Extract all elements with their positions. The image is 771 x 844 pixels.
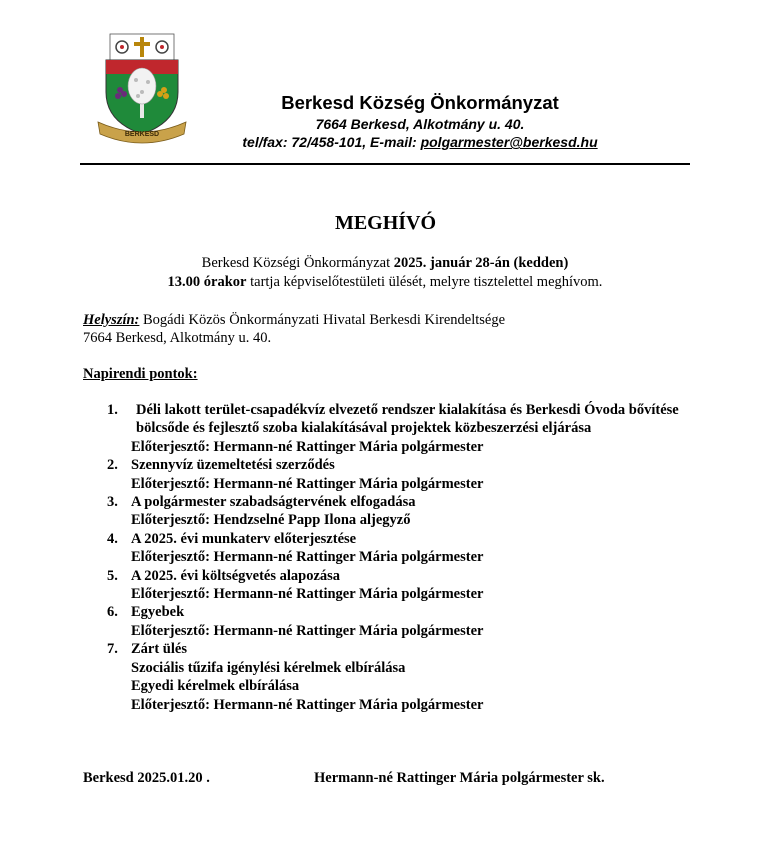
agenda-item-title: Szennyvíz üzemeltetési szerződés: [131, 457, 335, 474]
organization-contact: [195, 134, 645, 150]
meeting-date: 2025. január 28-án (kedden): [393, 255, 569, 271]
agenda-item-title: A 2025. évi költségvetés alapozása: [131, 567, 341, 584]
meeting-time: 13.00 órakor: [167, 274, 247, 290]
intro-line-2: 13.00 órakor tartja képviselőtestületi ülését, melyre tisztelettel meghívom.: [167, 274, 603, 290]
berkesd-coat-of-arms-logo: [96, 30, 188, 146]
footer-date: Berkesd 2025.01.20 .: [83, 770, 210, 786]
agenda-item-subpoint: Egyedi kérelmek elbírálása: [131, 678, 300, 695]
agenda-item-presenter: Előterjesztő: Hermann-né Rattinger Mária polgármester: [131, 622, 484, 639]
agenda-item-number: 2.: [107, 457, 118, 474]
document-title: MEGHÍVÓ: [334, 212, 437, 234]
footer-signature: Hermann-né Rattinger Mária polgármester sk.: [314, 770, 605, 786]
agenda-heading: Napirendi pontok:: [83, 366, 198, 382]
organization-name: Berkesd Község Önkormányzat: [281, 92, 559, 113]
email-link[interactable]: polgarmester@berkesd.hu: [420, 134, 598, 150]
agenda-item: [0, 567, 771, 604]
contact-phone: tel/fax: 72/458-101, E-mail:: [242, 134, 421, 150]
agenda-item: [0, 493, 771, 530]
agenda-item-presenter: Előterjesztő: Hermann-né Rattinger Mária polgármester: [131, 475, 484, 492]
tree-icon: [128, 68, 156, 104]
agenda-item-presenter: Előterjesztő: Hermann-né Rattinger Mária polgármester: [131, 549, 484, 566]
agenda-item-title: Déli lakott terület-csapadékvíz elvezető rendszer kialakítása és Berkesdi Óvoda bővítése bölcsőde és fejlesztő szoba kialakításával projektek közbeszerzési eljárása: [136, 402, 679, 437]
agenda-item-presenter: Előterjesztő: Hermann-né Rattinger Mária polgármester: [131, 696, 484, 713]
agenda-item-number: 7.: [107, 641, 118, 658]
agenda-item: [0, 603, 771, 640]
agenda-item: [0, 456, 771, 493]
agenda-item-title: Zárt ülés: [131, 641, 187, 658]
agenda-item-number: 4.: [107, 530, 118, 547]
agenda-item-title: Egyebek: [131, 604, 185, 621]
agenda-item-presenter: Előterjesztő: Hermann-né Rattinger Mária polgármester: [131, 586, 484, 603]
agenda-item: [0, 530, 771, 567]
agenda-item: [0, 401, 771, 456]
organization-address: 7664 Berkesd, Alkotmány u. 40.: [315, 116, 525, 132]
crest-ribbon-text: BERKESD: [124, 131, 160, 138]
venue-block: [83, 311, 505, 347]
agenda-list: [0, 401, 771, 714]
intro-line-1: Berkesd Községi Önkormányzat 2025. január 28-án (kedden): [201, 255, 569, 271]
agenda-item-presenter: Előterjesztő: Hermann-né Rattinger Mária polgármester: [131, 438, 484, 455]
agenda-item-presenter: Előterjesztő: Hendzselné Papp Ilona aljegyző: [131, 512, 411, 529]
agenda-item-title: A polgármester szabadságtervének elfogadása: [131, 494, 416, 511]
agenda-item-subpoint: Szociális tűzifa igénylési kérelmek elbírálása: [131, 659, 406, 676]
agenda-item-number: 6.: [107, 604, 118, 621]
agenda-item-number: 1.: [107, 402, 118, 418]
cross-icon: [140, 37, 144, 57]
agenda-item: [0, 640, 771, 714]
venue-name: Bogádi Közös Önkormányzati Hivatal Berkesdi Kirendeltsége: [139, 312, 506, 328]
venue-label: Helyszín:: [83, 312, 140, 328]
agenda-item-title: A 2025. évi munkaterv előterjesztése: [131, 530, 357, 547]
header-divider: [80, 163, 690, 165]
agenda-item-number: 3.: [107, 494, 118, 511]
agenda-item-number: 5.: [107, 567, 118, 584]
venue-address: 7664 Berkesd, Alkotmány u. 40.: [83, 330, 272, 346]
